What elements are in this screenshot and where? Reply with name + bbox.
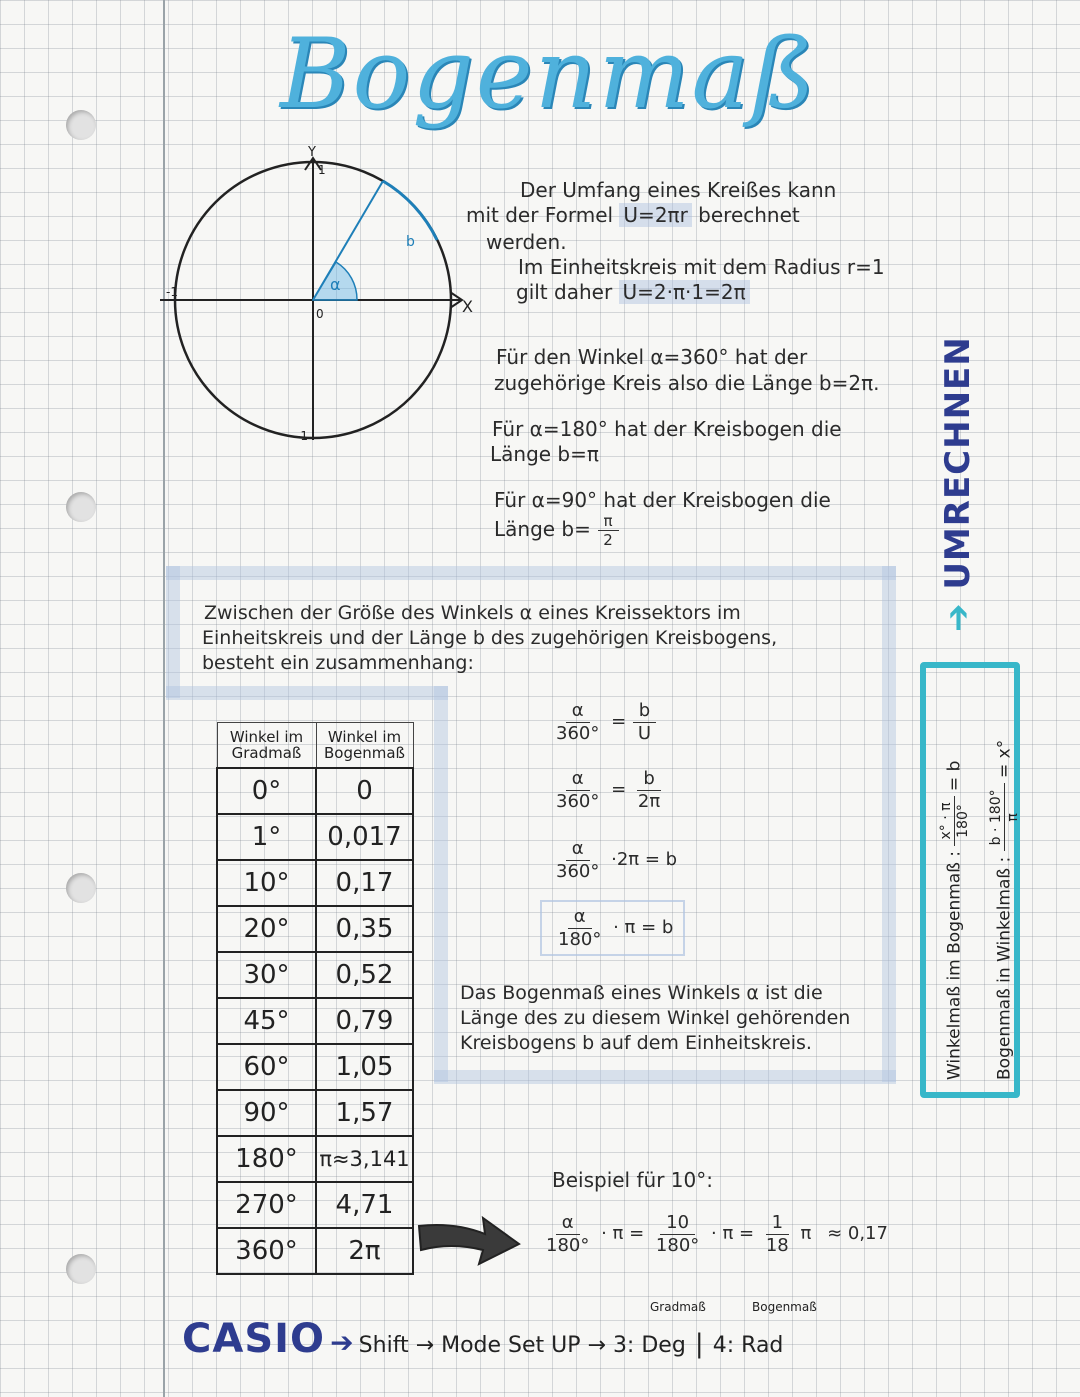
example-heading: Beispiel für 10°:	[552, 1168, 713, 1192]
table-header-row	[217, 723, 413, 769]
cell-deg: 10°	[217, 860, 316, 906]
casio-instruction	[182, 1316, 783, 1362]
cell-rad: 1,57	[316, 1090, 413, 1136]
ex-frac-1	[540, 1212, 595, 1256]
ex-f1-num: α	[556, 1212, 580, 1235]
umrechnen-text: UMRECHNEN	[938, 336, 978, 590]
frame-band-inner-left	[434, 686, 448, 1082]
cell-rad: 1,05	[316, 1044, 413, 1090]
cell-rad: π≈3,141	[316, 1136, 413, 1182]
equation-2	[550, 768, 666, 812]
example-calculation	[540, 1212, 888, 1256]
case-90-line-1: Für α=90° hat der Kreisbogen die	[494, 488, 831, 512]
umrechnen-heading	[938, 336, 978, 632]
cell-deg: 0°	[217, 768, 316, 814]
eq4-rest: · π = b	[613, 917, 674, 939]
intro-line-5	[516, 280, 750, 304]
table-row	[217, 768, 413, 814]
label-gradmass: Gradmaß	[650, 1300, 706, 1314]
relation-line-1: Zwischen der Größe des Winkels α eines Kreissektors im	[204, 602, 741, 624]
rad-to-deg-den: π	[1005, 813, 1021, 822]
frame-band-right	[882, 566, 896, 1082]
eq4-left	[552, 906, 607, 950]
conversion-table	[216, 722, 414, 1275]
equation-4-boxed	[540, 900, 685, 956]
table-row	[217, 1044, 413, 1090]
cell-rad: 4,71	[316, 1182, 413, 1228]
definition-line-1: Das Bogenmaß eines Winkels α ist die	[460, 982, 823, 1004]
eq2-left	[550, 768, 605, 812]
pi-half-fraction	[597, 512, 619, 549]
eq2-right	[632, 768, 666, 812]
origin-label: 0	[316, 307, 324, 321]
table-row	[217, 952, 413, 998]
case-360-line-2: zugehörige Kreis also die Länge b=2π.	[494, 371, 880, 395]
ex-op-3: π	[800, 1223, 812, 1245]
cell-deg: 60°	[217, 1044, 316, 1090]
rad-to-deg-result: = x°	[994, 739, 1015, 778]
ex-op-2: · π =	[711, 1223, 755, 1245]
ex-f1-den: 180°	[546, 1234, 590, 1256]
pi-half-numerator: π	[598, 512, 619, 531]
eq2-right-den: 2π	[637, 790, 661, 812]
eq1-sign: =	[611, 711, 627, 733]
table-row	[217, 860, 413, 906]
intro-line-2a: mit der Formel	[466, 203, 614, 227]
header-rad: Winkel im Bogenmaß	[316, 723, 413, 769]
cell-rad: 0,35	[316, 906, 413, 952]
relation-line-2: Einheitskreis und der Länge b des zugehörigen Kreisbogens,	[202, 627, 778, 649]
deg-to-rad-num: x° · π	[938, 796, 955, 845]
label-bogenmass: Bogenmaß	[752, 1300, 817, 1314]
eq1-left-num: α	[566, 700, 590, 723]
deg-to-rad-den: 180°	[955, 804, 971, 838]
unit-circle-diagram	[150, 140, 480, 450]
case-360-line-1: Für den Winkel α=360° hat der	[496, 345, 808, 369]
frame-band-mid	[166, 686, 448, 700]
pi-half-denominator: 2	[603, 531, 613, 549]
rad-to-deg-formula	[988, 740, 1021, 1080]
eq1-right	[632, 700, 657, 744]
eq3-num: α	[566, 838, 590, 861]
intro-line-2b: berechnet	[698, 203, 800, 227]
equation-3	[550, 838, 677, 882]
ex-f3-den: 18	[765, 1234, 789, 1256]
relation-line-3: besteht ein zusammenhang:	[202, 652, 474, 674]
arc-label: b	[406, 234, 415, 250]
y-top-label: 1	[318, 163, 326, 177]
table-row	[217, 1136, 413, 1182]
rad-to-deg-label: Bogenmaß in Winkelmaß :	[994, 856, 1015, 1080]
case-180-line-2: Länge b=π	[490, 442, 599, 466]
eq1-left	[550, 700, 605, 744]
punch-hole	[66, 110, 96, 140]
intro-line-1: Der Umfang eines Kreißes kann	[520, 178, 837, 202]
cell-rad: 0,79	[316, 998, 413, 1044]
intro-line-3: werden.	[486, 230, 567, 254]
ex-op-1: · π =	[601, 1223, 645, 1245]
punch-hole	[66, 873, 96, 903]
frame-band-top	[166, 566, 896, 580]
ex-result: ≈ 0,17	[827, 1223, 888, 1245]
casio-steps: Shift → Mode Set UP → 3: Deg	[358, 1333, 686, 1358]
cell-rad: 0,52	[316, 952, 413, 998]
cell-rad: 0	[316, 768, 413, 814]
intro-line-4: Im Einheitskreis mit dem Radius r=1	[518, 255, 885, 279]
eq1-right-num: b	[633, 700, 656, 723]
cell-deg: 90°	[217, 1090, 316, 1136]
table-row	[217, 1182, 413, 1228]
unit-circumference: U=2·π·1=2π	[619, 280, 750, 304]
cell-deg: 270°	[217, 1182, 316, 1228]
cell-rad: 0,17	[316, 860, 413, 906]
eq2-sign: =	[611, 779, 627, 801]
eq1-left-den: 360°	[556, 722, 600, 744]
intro-line-5a: gilt daher	[516, 280, 613, 304]
eq2-right-num: b	[637, 768, 660, 791]
eq4-den: 180°	[558, 928, 602, 950]
page-title: Bogenmaß	[280, 18, 817, 130]
casio-arrow-icon: ➔	[330, 1326, 354, 1359]
ex-f2-den: 180°	[655, 1234, 700, 1256]
ex-f3-num: 1	[766, 1212, 789, 1235]
eq3-rest: ·2π = b	[611, 849, 678, 871]
eq2-left-num: α	[566, 768, 590, 791]
ex-frac-2	[650, 1212, 705, 1256]
rad-to-deg-fraction	[988, 783, 1021, 851]
casio-brand: CASIO	[182, 1316, 326, 1362]
table-row	[217, 998, 413, 1044]
case-90-length-label: Länge b=	[494, 517, 591, 541]
cell-deg: 180°	[217, 1136, 316, 1182]
deg-to-rad-fraction	[938, 796, 971, 845]
deg-to-rad-label: Winkelmaß im Bogenmaß :	[944, 850, 965, 1080]
eq1-right-den: U	[637, 722, 652, 744]
cell-deg: 30°	[217, 952, 316, 998]
circumference-formula: U=2πr	[619, 203, 691, 227]
cell-deg: 45°	[217, 998, 316, 1044]
definition-line-3: Kreisbogens b auf dem Einheitskreis.	[460, 1032, 812, 1054]
cell-rad: 0,017	[316, 814, 413, 860]
eq4-num: α	[568, 906, 592, 929]
casio-rad: 4: Rad	[712, 1333, 784, 1358]
ex-f2-num: 10	[660, 1212, 695, 1235]
eq3-den: 360°	[556, 860, 600, 882]
intro-line-2	[466, 203, 800, 227]
definition-line-2: Länge des zu diesem Winkel gehörenden	[460, 1007, 851, 1029]
frame-band-bottom	[434, 1070, 896, 1084]
case-180-line-1: Für α=180° hat der Kreisbogen die	[492, 417, 842, 441]
eq3-left	[550, 838, 605, 882]
x-axis-label: X	[462, 297, 473, 316]
header-deg: Winkel im Gradmaß	[217, 723, 316, 769]
cell-rad: 2π	[316, 1228, 413, 1274]
angle-label: α	[330, 275, 341, 294]
y-axis-label: Y	[308, 145, 316, 160]
ex-frac-3	[760, 1212, 795, 1256]
table-row	[217, 1228, 413, 1274]
arc-b	[383, 181, 437, 240]
eq2-left-den: 360°	[556, 790, 600, 812]
table-row	[217, 906, 413, 952]
deg-to-rad-result: = b	[944, 760, 965, 792]
case-90-line-2	[494, 512, 619, 549]
cell-deg: 360°	[217, 1228, 316, 1274]
casio-separator: |	[694, 1329, 704, 1359]
deg-to-rad-formula	[938, 761, 971, 1080]
y-bottom-label: -1	[296, 429, 308, 443]
punch-hole	[66, 1254, 96, 1284]
rad-to-deg-num: b · 180°	[988, 783, 1005, 851]
equation-1	[550, 700, 657, 744]
table-row	[217, 814, 413, 860]
punch-hole	[66, 492, 96, 522]
umrechnen-arrow-icon: ➔	[938, 589, 978, 632]
cell-deg: 1°	[217, 814, 316, 860]
x-left-label: -1	[166, 285, 178, 299]
arrow-right-icon	[415, 1212, 523, 1268]
table-row	[217, 1090, 413, 1136]
frame-band-left	[166, 566, 180, 698]
cell-deg: 20°	[217, 906, 316, 952]
